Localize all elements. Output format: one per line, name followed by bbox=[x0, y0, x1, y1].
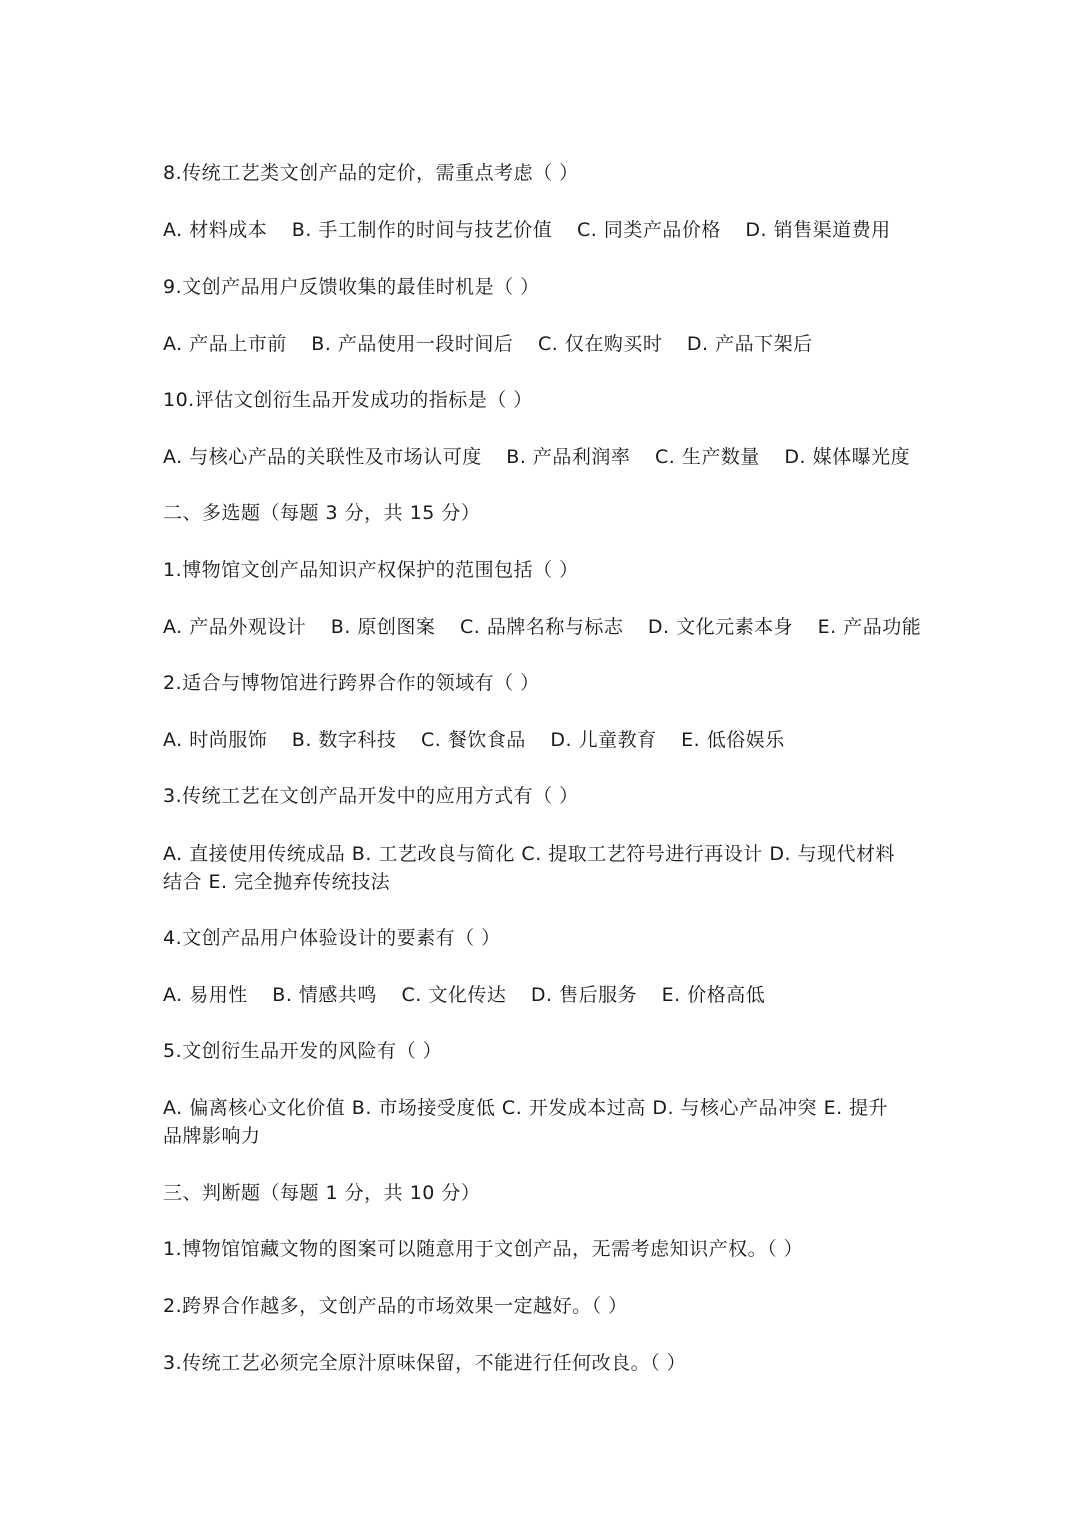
question-10-options bbox=[163, 443, 933, 471]
question-9: 9.文创产品用户反馈收集的最佳时机是（ ） bbox=[163, 276, 540, 298]
option-c: C. 生产数量 bbox=[654, 446, 760, 468]
judgment-question-1: 1.博物馆馆藏文物的图案可以随意用于文创产品，无需考虑知识产权。（ ） bbox=[163, 1238, 804, 1260]
option-e: E. 低俗娱乐 bbox=[681, 729, 785, 751]
option-a: A. 产品上市前 bbox=[163, 333, 287, 355]
multi-question-3: 3.传统工艺在文创产品开发中的应用方式有（ ） bbox=[163, 785, 579, 807]
section-heading-true-false: 三、判断题（每题 1 分，共 10 分） bbox=[163, 1182, 481, 1204]
option-a: A. 时尚服饰 bbox=[163, 729, 268, 751]
option-b: B. 产品使用一段时间后 bbox=[311, 333, 514, 355]
question-10: 10.评估文创衍生品开发成功的指标是（ ） bbox=[163, 389, 533, 411]
judgment-question-2: 2.跨界合作越多，文创产品的市场效果一定越好。（ ） bbox=[163, 1295, 628, 1317]
option-a: A. 产品外观设计 bbox=[163, 616, 307, 638]
question-9-options bbox=[163, 330, 933, 358]
option-a: A. 材料成本 bbox=[163, 219, 268, 241]
section-heading-multiple-choice: 二、多选题（每题 3 分，共 15 分） bbox=[163, 502, 481, 524]
judgment-question-3: 3.传统工艺必须完全原汁原味保留，不能进行任何改良。（ ） bbox=[163, 1352, 687, 1374]
multi-question-5-options-line-2: 品牌影响力 bbox=[163, 1125, 261, 1147]
option-c: C. 文化传达 bbox=[401, 984, 507, 1006]
multi-question-1: 1.博物馆文创产品知识产权保护的范围包括（ ） bbox=[163, 559, 579, 581]
option-a: A. 易用性 bbox=[163, 984, 248, 1006]
multi-question-3-options-line-1: A. 直接使用传统成品 B. 工艺改良与简化 C. 提取工艺符号进行再设计 D. 与现代材料 bbox=[163, 843, 896, 865]
option-b: B. 产品利润率 bbox=[506, 446, 631, 468]
option-d: D. 售后服务 bbox=[530, 984, 638, 1006]
multi-question-5-options-line-1: A. 偏离核心文化价值 B. 市场接受度低 C. 开发成本过高 D. 与核心产品冲突 E. 提升 bbox=[163, 1097, 889, 1119]
option-d: D. 产品下架后 bbox=[686, 333, 813, 355]
multi-question-2-options bbox=[163, 726, 933, 754]
option-c: C. 同类产品价格 bbox=[576, 219, 721, 241]
multi-question-4-options bbox=[163, 981, 933, 1009]
option-b: B. 原创图案 bbox=[330, 616, 436, 638]
option-c: C. 品牌名称与标志 bbox=[459, 616, 624, 638]
option-d: D. 销售渠道费用 bbox=[745, 219, 891, 241]
option-d: D. 文化元素本身 bbox=[647, 616, 794, 638]
option-d: D. 媒体曝光度 bbox=[784, 446, 911, 468]
multi-question-2: 2.适合与博物馆进行跨界合作的领域有（ ） bbox=[163, 672, 540, 694]
option-c: C. 餐饮食品 bbox=[420, 729, 526, 751]
option-e: E. 产品功能 bbox=[817, 616, 922, 638]
option-d: D. 儿童教育 bbox=[550, 729, 657, 751]
multi-question-1-options bbox=[163, 613, 933, 641]
option-b: B. 手工制作的时间与技艺价值 bbox=[291, 219, 553, 241]
option-b: B. 数字科技 bbox=[291, 729, 397, 751]
option-b: B. 情感共鸣 bbox=[272, 984, 377, 1006]
option-a: A. 与核心产品的关联性及市场认可度 bbox=[163, 446, 482, 468]
multi-question-3-options-line-2: 结合 E. 完全抛弃传统技法 bbox=[163, 871, 391, 893]
question-8: 8.传统工艺类文创产品的定价，需重点考虑（ ） bbox=[163, 162, 579, 184]
option-e: E. 价格高低 bbox=[661, 984, 766, 1006]
multi-question-5: 5.文创衍生品开发的风险有（ ） bbox=[163, 1040, 443, 1062]
option-c: C. 仅在购买时 bbox=[537, 333, 663, 355]
question-8-options bbox=[163, 216, 933, 244]
multi-question-4: 4.文创产品用户体验设计的要素有（ ） bbox=[163, 927, 501, 949]
